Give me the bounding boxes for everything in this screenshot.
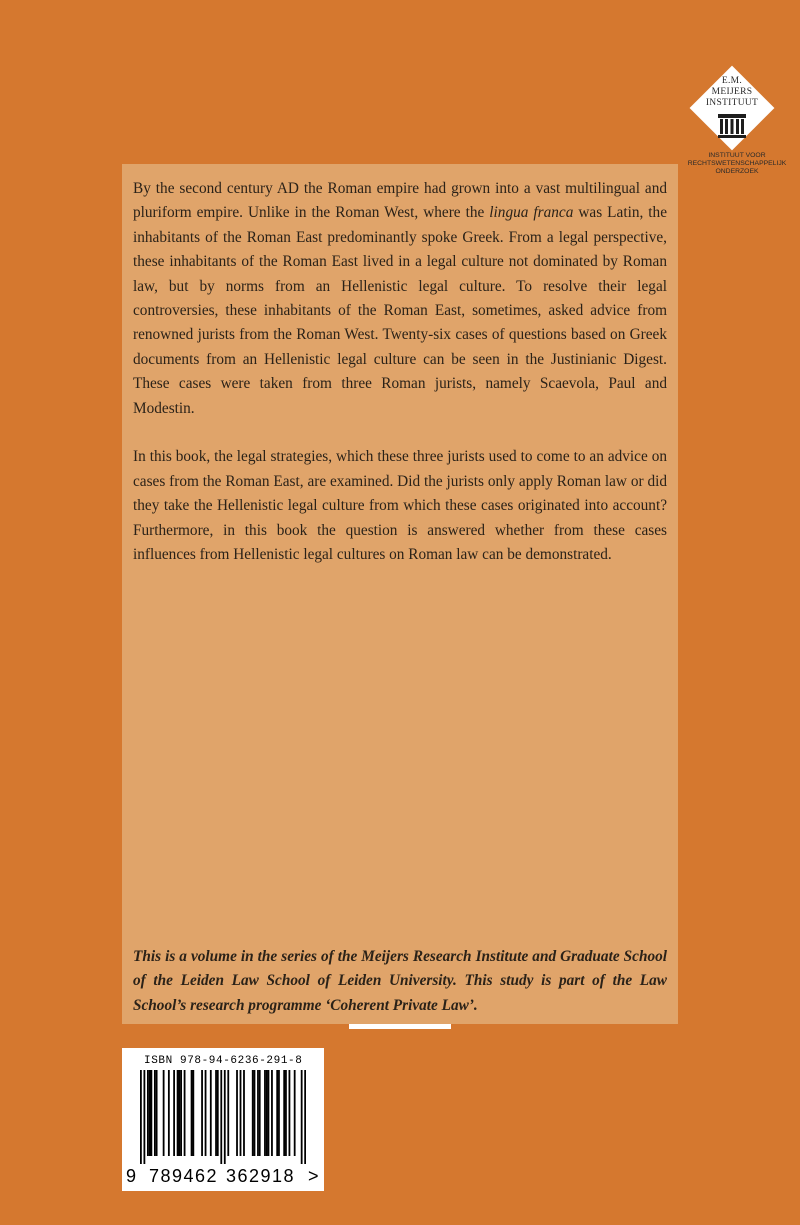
barcode-bar — [259, 1070, 261, 1156]
blurb-italic-term: lingua franca — [489, 204, 574, 222]
barcode-bar — [294, 1070, 296, 1156]
series-note: This is a volume in the series of the Meijers Research Institute and Graduate School of the Leiden Law School of Leiden University. This study is part of the Law School’s research programme ‘Coherent Private Law’. — [133, 948, 667, 1014]
barcode-bar — [236, 1070, 238, 1156]
barcode-bar — [201, 1070, 203, 1156]
barcode-bar — [240, 1070, 242, 1156]
barcode-bar — [254, 1070, 256, 1156]
barcode-bar — [210, 1070, 212, 1156]
logo-subtitle-line: ONDERZOEK — [715, 168, 759, 175]
logo-subtitle — [682, 152, 792, 176]
logo-subtitle-line: RECHTSWETENSCHAPPELIJK — [687, 160, 787, 167]
barcode-bar — [224, 1070, 226, 1164]
barcode-bar — [220, 1070, 222, 1164]
barcode-bar — [143, 1070, 145, 1164]
barcode-bar — [168, 1070, 170, 1156]
barcode-bar — [243, 1070, 245, 1156]
blurb-text: was Latin, the inhabitants of the Roman East predominantly spoke Greek. From a legal perspective, these inhabitants of the Roman East lived in a legal culture not dominated by Roman law, but by norms from an Hellenistic legal culture. To resolve their legal controversies, these inhabitants of the Roman East, sometimes, asked advice from renowned jurists from the Roman West. Twenty-six cases of questions based on Greek documents from an Hellenistic legal culture can be seen in the Justinianic Digest. These cases were taken from three Roman jurists, namely Scaevola, Paul and Modestin. — [133, 204, 667, 417]
barcode-bar — [154, 1070, 156, 1156]
barcode-bar — [156, 1070, 158, 1156]
barcode-bar — [257, 1070, 259, 1156]
barcode-bar — [271, 1070, 273, 1156]
barcode-bar — [285, 1070, 287, 1156]
barcode-digit-group-2: 362918 — [226, 1166, 296, 1186]
columns-icon — [718, 114, 746, 140]
barcode-bar — [149, 1070, 151, 1156]
logo-subtitle-line: INSTITUUT VOOR — [708, 152, 766, 159]
blurb-paragraph-2: In this book, the legal strategies, which these three jurists used to come to an advice on cases from the Roman East, are examined. Did the jurists only apply Roman law or did they take the Hellenistic legal culture from which these cases originated into account? Furthermore, in this book the question is answered whether from these cases influences from Hellenistic legal cultures on Roman law can be demonstrated. — [133, 448, 667, 564]
barcode-bar — [268, 1070, 270, 1156]
barcode-bar — [184, 1070, 186, 1156]
barcode-bar — [177, 1070, 179, 1156]
barcode-bar — [278, 1070, 280, 1156]
barcode-digit-first: 9 — [126, 1166, 138, 1186]
barcode-bar — [191, 1070, 193, 1156]
logo-line-1: E.M. — [721, 76, 743, 86]
barcode-arrow: > — [308, 1166, 321, 1186]
barcode-bar — [304, 1070, 306, 1164]
publisher-logo — [687, 66, 800, 186]
panel-tab-mark — [349, 1024, 451, 1029]
barcode-bar — [147, 1070, 149, 1156]
barcode-bar — [140, 1070, 142, 1164]
blurb-text: By the second century AD the Roman empire had grown into a vast multilingual and pluriform empire. Unlike in the Roman West, where the — [133, 180, 667, 222]
barcode-bar — [266, 1070, 268, 1156]
barcode-bar — [289, 1070, 291, 1156]
blurb — [133, 177, 667, 592]
barcode — [122, 1048, 324, 1191]
barcode-bar — [301, 1070, 303, 1164]
barcode-bar — [276, 1070, 278, 1156]
barcode-bar — [192, 1070, 194, 1156]
barcode-bar — [217, 1070, 219, 1156]
barcode-digit-group-1: 789462 — [149, 1166, 219, 1186]
logo-line-2: MEIJERS — [711, 87, 753, 97]
barcode-bar — [180, 1070, 182, 1156]
barcode-bar — [163, 1070, 165, 1156]
logo-line-3: INSTITUUT — [705, 98, 759, 108]
isbn-label: ISBN 978-94-6236-291-8 — [144, 1055, 303, 1067]
barcode-bar — [252, 1070, 254, 1156]
barcode-bar — [283, 1070, 285, 1156]
blurb-paragraph-1 — [133, 177, 667, 421]
barcode-bars — [140, 1070, 306, 1164]
barcode-bar — [178, 1070, 180, 1156]
barcode-bar — [173, 1070, 175, 1156]
barcode-bar — [227, 1070, 229, 1156]
barcode-bar — [150, 1070, 152, 1156]
barcode-bar — [215, 1070, 217, 1156]
barcode-bar — [264, 1070, 266, 1156]
barcode-bar — [205, 1070, 207, 1156]
